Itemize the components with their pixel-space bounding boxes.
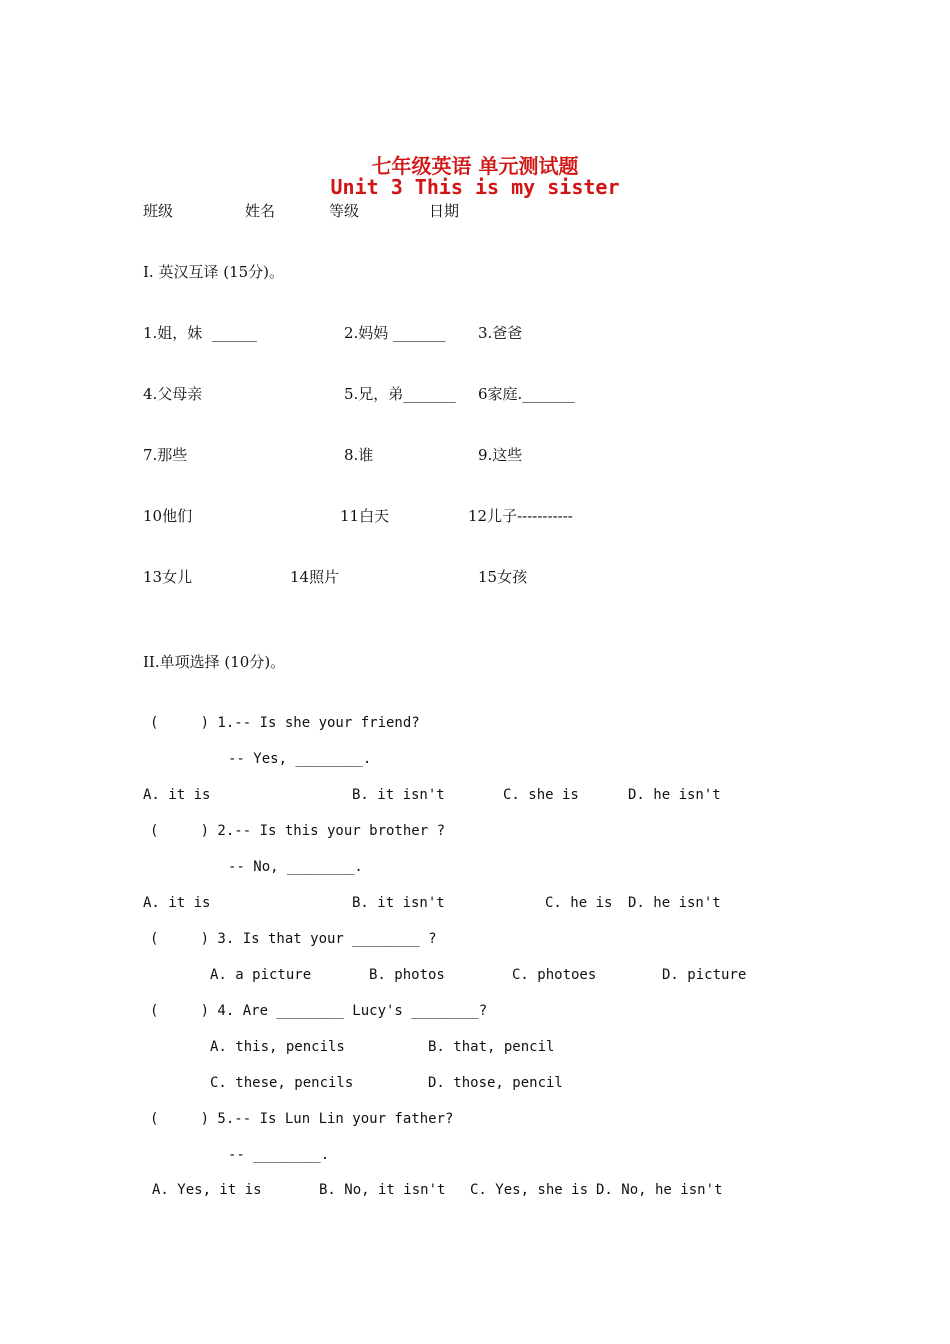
q5-option-c: C. Yes, she is — [470, 1182, 589, 1198]
q3-option-d: D. picture — [662, 967, 747, 983]
vocab-item-10: 10他们 — [143, 507, 193, 525]
vocab-item-4: 4.父母亲 — [143, 385, 203, 403]
vocab-item-12: 12儿子----------- — [468, 507, 573, 525]
vocab-item-15: 15女孩 — [478, 568, 528, 586]
vocab-item-1: 1.姐，妹 ______ — [143, 324, 257, 342]
q1-option-a: A. it is — [143, 787, 211, 803]
q5-option-a: A. Yes, it is — [152, 1182, 262, 1198]
q2-option-b: B. it isn't — [352, 895, 445, 911]
q1-option-c: C. she is — [503, 787, 579, 803]
vocab-item-7: 7.那些 — [143, 446, 188, 464]
question-3: ( ) 3. Is that your ________ ? — [150, 931, 437, 947]
question-5-answer-line: -- ________. — [228, 1147, 330, 1163]
q4-option-d: D. those, pencil — [428, 1075, 563, 1091]
vocab-item-6: 6家庭._______ — [478, 385, 575, 403]
vocab-item-8: 8.谁 — [344, 446, 374, 464]
question-4: ( ) 4. Are ________ Lucy's ________? — [150, 1003, 488, 1019]
info-class: 班级 — [143, 202, 174, 220]
info-grade: 等级 — [329, 202, 360, 220]
q1-option-b: B. it isn't — [352, 787, 445, 803]
vocab-item-2: 2.妈妈 _______ — [344, 324, 446, 342]
q3-option-b: B. photos — [369, 967, 445, 983]
vocab-item-13: 13女儿 — [143, 568, 193, 586]
question-1-answer-line: -- Yes, ________. — [228, 751, 372, 767]
vocab-item-3: 3.爸爸 — [478, 324, 523, 342]
question-1: ( ) 1.-- Is she your friend? — [150, 715, 420, 731]
vocab-item-9: 9.这些 — [478, 446, 523, 464]
q5-option-b: B. No, it isn't — [319, 1182, 446, 1198]
vocab-item-11: 11白天 — [340, 507, 390, 525]
q4-option-a: A. this, pencils — [210, 1039, 345, 1055]
vocab-item-5: 5.兄，弟_______ — [344, 385, 456, 403]
title-chinese: 七年级英语 单元测试题 — [371, 154, 579, 178]
q5-option-d: D. No, he isn't — [596, 1182, 723, 1198]
title-english: Unit 3 This is my sister — [330, 175, 620, 199]
q1-option-d: D. he isn't — [628, 787, 721, 803]
q4-option-c: C. these, pencils — [210, 1075, 354, 1091]
q2-option-d: D. he isn't — [628, 895, 721, 911]
q2-option-c: C. he is — [545, 895, 613, 911]
question-2: ( ) 2.-- Is this your brother ? — [150, 823, 446, 839]
vocab-item-14: 14照片 — [290, 568, 340, 586]
section2-heading: II.单项选择 (10分)。 — [143, 653, 286, 671]
q2-option-a: A. it is — [143, 895, 211, 911]
info-date: 日期 — [429, 202, 460, 220]
q3-option-a: A. a picture — [210, 967, 312, 983]
q3-option-c: C. photoes — [512, 967, 597, 983]
info-name: 姓名 — [245, 202, 276, 220]
question-2-answer-line: -- No, ________. — [228, 859, 363, 875]
q4-option-b: B. that, pencil — [428, 1039, 555, 1055]
section1-heading: I. 英汉互译 (15分)。 — [143, 263, 285, 281]
question-5: ( ) 5.-- Is Lun Lin your father? — [150, 1111, 454, 1127]
